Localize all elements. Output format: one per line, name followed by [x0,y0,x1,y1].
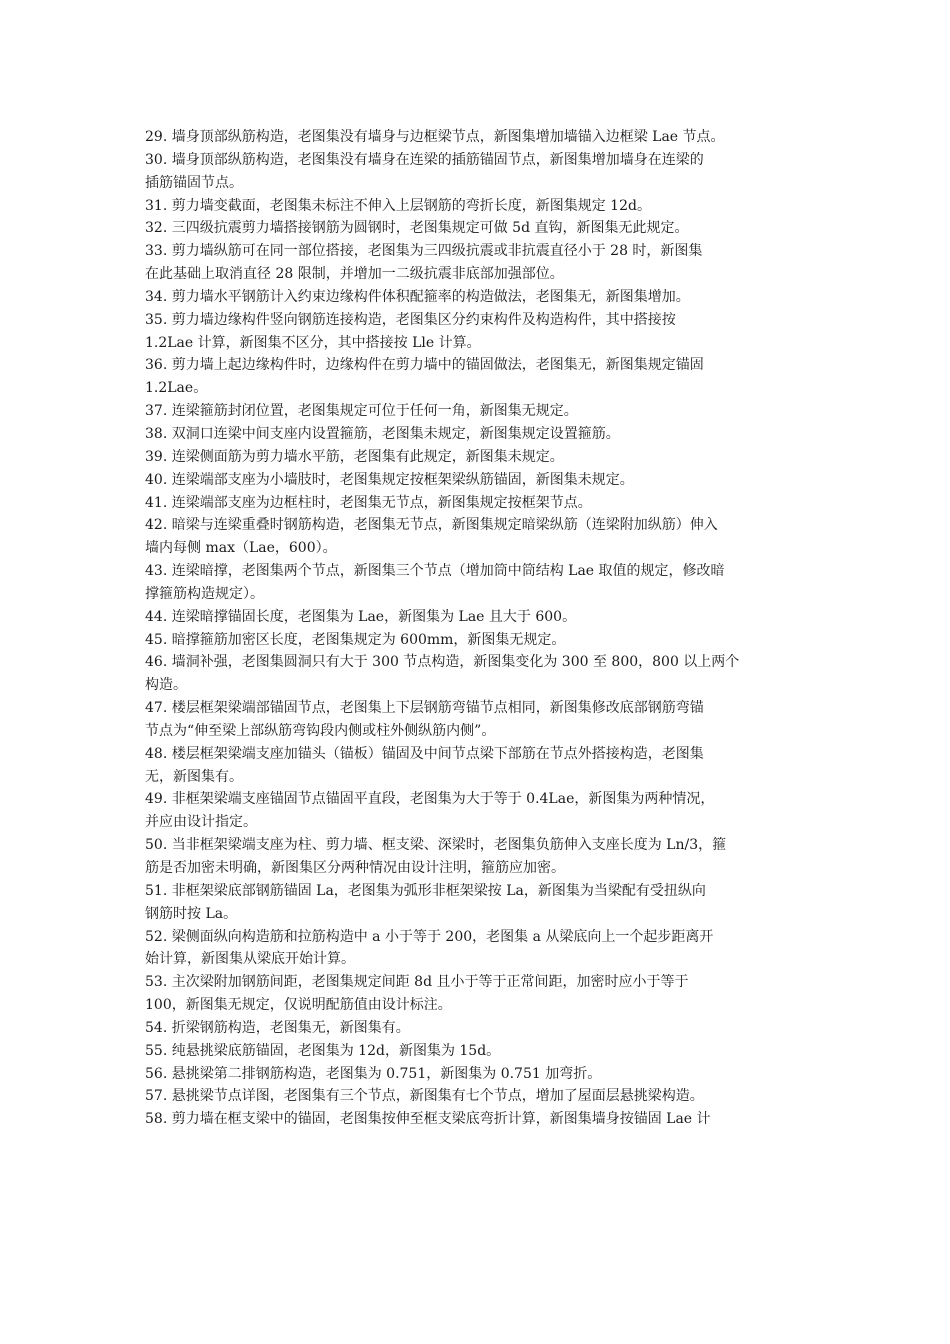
list-item-line: 墙内每侧 max（Lae，600）。 [145,540,337,557]
list-item [145,354,815,400]
list-item [145,469,815,492]
list-item-line: 54. 折梁钢筋构造，老图集无，新图集有。 [145,1019,410,1036]
list-item [145,400,815,423]
list-item [145,492,815,515]
list-item-line: 撑箍筋构造规定）。 [145,585,264,602]
list-item [145,629,815,652]
list-item [145,240,815,286]
list-item-line: 58. 剪力墙在框支梁中的锚固，老图集按伸至框支梁底弯折计算，新图集墙身按锚固 Lae 计 [145,1111,711,1128]
list-item-line: 36. 剪力墙上起边缘构件时，边缘构件在剪力墙中的锚固做法，老图集无，新图集规定锚固 [145,357,704,374]
list-item-line: 31. 剪力墙变截面，老图集未标注不伸入上层钢筋的弯折长度，新图集规定 12d。 [145,197,651,214]
list-item-line: 1.2Lae 计算，新图集不区分，其中搭接按 Lle 计算。 [145,334,481,351]
list-item-line: 41. 连梁端部支座为边框柱时，老图集无节点，新图集规定按框架节点。 [145,494,592,511]
list-item [145,606,815,629]
list-item [145,971,815,1017]
list-item-line: 插筋锚固节点。 [145,174,243,191]
list-item-line: 52. 梁侧面纵向构造筋和拉筋构造中 a 小于等于 200，老图集 a 从梁底向上一个起步距离开 [145,928,714,945]
list-item-line: 1.2Lae。 [145,380,208,397]
list-item-line: 42. 暗梁与连梁重叠时钢筋构造，老图集无节点，新图集规定暗梁纵筋（连梁附加纵筋）伸入 [145,517,718,534]
list-item-line: 50. 当非框架梁端支座为柱、剪力墙、框支梁、深梁时，老图集负筋伸入支座长度为 Ln/3，箍 [145,837,727,854]
list-item [145,286,815,309]
list-item [145,1108,815,1131]
list-item [145,149,815,195]
list-item [145,1017,815,1040]
list-item [145,1085,815,1108]
list-item-line: 57. 悬挑梁节点详图，老图集有三个节点，新图集有七个节点，增加了屋面层悬挑梁构造。 [145,1088,704,1105]
list-item-line: 51. 非框架梁底部钢筋锚固 La，老图集为弧形非框架梁按 La，新图集为当梁配有受扭纵向 [145,882,706,899]
list-item [145,195,815,218]
list-item-line: 44. 连梁暗撑锚固长度，老图集为 Lae，新图集为 Lae 且大于 600。 [145,608,577,625]
list-item-line: 无，新图集有。 [145,768,243,785]
list-item-line: 29. 墙身顶部纵筋构造，老图集没有墙身与边框梁节点，新图集增加墙锚入边框梁 Lae 节点。 [145,129,725,145]
list-item-line: 37. 连梁箍筋封闭位置，老图集规定可位于任何一角，新图集无规定。 [145,403,578,420]
list-item-line: 并应由设计指定。 [145,814,257,831]
document-body [145,126,815,1131]
list-item [145,743,815,789]
list-item-line: 始计算，新图集从梁底开始计算。 [145,951,355,968]
list-item-line: 46. 墙洞补强，老图集圆洞只有大于 300 节点构造，新图集变化为 300 至 800，800 以上两个 [145,654,740,671]
list-item [145,423,815,446]
list-item [145,880,815,926]
list-item [145,697,815,743]
list-item-line: 56. 悬挑梁第二排钢筋构造，老图集为 0.751，新图集为 0.751 加弯折。 [145,1065,602,1082]
list-item-line: 38. 双洞口连梁中间支座内设置箍筋，老图集未规定，新图集规定设置箍筋。 [145,425,620,442]
list-item-line: 43. 连梁暗撑，老图集两个节点，新图集三个节点（增加筒中筒结构 Lae 取值的规定，修改暗 [145,563,725,580]
list-item-line: 45. 暗撑箍筋加密区长度，老图集规定为 600mm，新图集无规定。 [145,631,566,648]
list-item-line: 48. 楼层框架梁端支座加锚头（锚板）锚固及中间节点梁下部筋在节点外搭接构造，老图集 [145,745,704,762]
list-item-line: 30. 墙身顶部纵筋构造，老图集没有墙身在连梁的插筋锚固节点，新图集增加墙身在连梁的 [145,151,704,168]
list-item-line: 节点为“伸至梁上部纵筋弯钩段内侧或柱外侧纵筋内侧”。 [145,722,496,739]
list-item-line: 55. 纯悬挑梁底筋锚固，老图集为 12d，新图集为 15d。 [145,1042,501,1059]
list-item [145,834,815,880]
list-item [145,651,815,697]
list-item [145,788,815,834]
list-item-line: 40. 连梁端部支座为小墙肢时，老图集规定按框架梁纵筋锚固，新图集未规定。 [145,471,634,488]
list-item [145,926,815,972]
list-item [145,1063,815,1086]
list-item-line: 33. 剪力墙纵筋可在同一部位搭接，老图集为三四级抗震或非抗震直径小于 28 时，新图集 [145,243,703,260]
list-item-line: 钢筋时按 La。 [145,905,238,922]
list-item-line: 在此基础上取消直径 28 限制，并增加一二级抗震非底部加强部位。 [145,266,564,283]
list-item-line: 35. 剪力墙边缘构件竖向钢筋连接构造，老图集区分约束构件及构造构件，其中搭接按 [145,311,676,328]
list-item [145,217,815,240]
list-item-line: 47. 楼层框架梁端部锚固节点，老图集上下层钢筋弯锚节点相同，新图集修改底部钢筋弯锚 [145,700,704,717]
list-item-line: 49. 非框架梁端支座锚固节点锚固平直段，老图集为大于等于 0.4Lae，新图集为两种情况， [145,791,715,808]
list-item [145,309,815,355]
list-item-line: 构造。 [145,677,187,694]
list-item [145,1040,815,1063]
list-item-line: 53. 主次梁附加钢筋间距，老图集规定间距 8d 且小于等于正常间距，加密时应小于等于 [145,974,689,991]
list-item [145,514,815,560]
list-item [145,560,815,606]
list-item-line: 34. 剪力墙水平钢筋计入约束边缘构件体积配箍率的构造做法，老图集无，新图集增加。 [145,288,690,305]
list-item-line: 筋是否加密未明确，新图集区分两种情况由设计注明，箍筋应加密。 [145,860,565,876]
list-item-line: 32. 三四级抗震剪力墙搭接钢筋为圆钢时，老图集规定可做 5d 直钩，新图集无此规定。 [145,220,689,237]
list-item [145,446,815,469]
list-item [145,126,815,149]
list-item-line: 39. 连梁侧面筋为剪力墙水平筋，老图集有此规定，新图集未规定。 [145,448,564,465]
list-item-line: 100，新图集无规定，仅说明配筋值由设计标注。 [145,997,452,1014]
